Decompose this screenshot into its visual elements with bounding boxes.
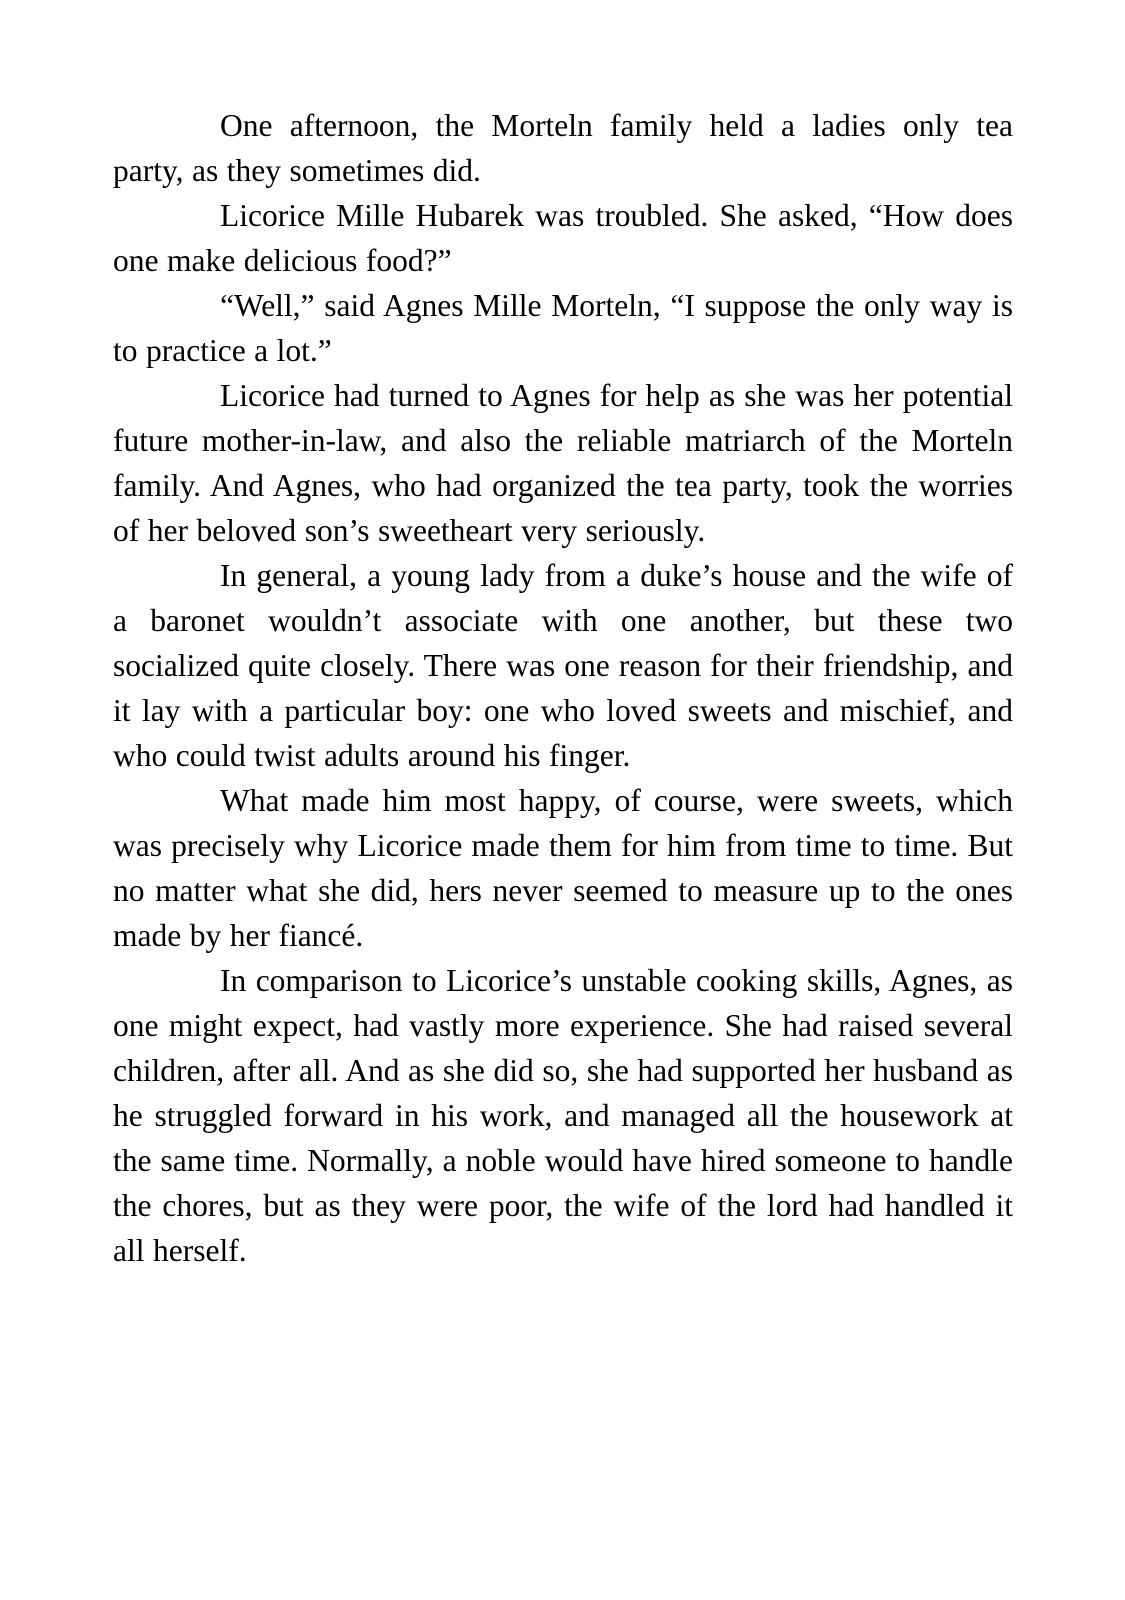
paragraph: In general, a young lady from a duke’s house and the wife of a baronet wouldn’t associate with one another, but these two socialized quite closely. There was one reason for their friendship, and it lay with a particular boy: one who loved sweets and mischief, and who could twist adults around his finger. [113, 558, 1013, 773]
paragraph: One afternoon, the Morteln family held a ladies only tea party, as they sometimes did. [113, 108, 1013, 188]
paragraph: In comparison to Licorice’s unstable cooking skills, Agnes, as one might expect, had vastly more experience. She had raised several children, after all. And as she did so, she had supported her husband as he struggled forward in his work, and managed all the housework at the same time. Normally, a noble would have hired someone to handle the chores, but as they were poor, the wife of the lord had handled it all herself. [113, 963, 1013, 1268]
paragraph: “Well,” said Agnes Mille Morteln, “I suppose the only way is to practice a lot.” [113, 288, 1013, 368]
paragraph: Licorice Mille Hubarek was troubled. She asked, “How does one make delicious food?” [113, 198, 1013, 278]
paragraph: What made him most happy, of course, were sweets, which was precisely why Licorice made them for him from time to time. But no matter what she did, hers never seemed to measure up to the ones made by her fiancé. [113, 783, 1013, 953]
paragraph: Licorice had turned to Agnes for help as she was her potential future mother-in-law, and also the reliable matriarch of the Morteln family. And Agnes, who had organized the tea party, took the worries of her beloved son’s sweetheart very seriously. [113, 378, 1013, 548]
